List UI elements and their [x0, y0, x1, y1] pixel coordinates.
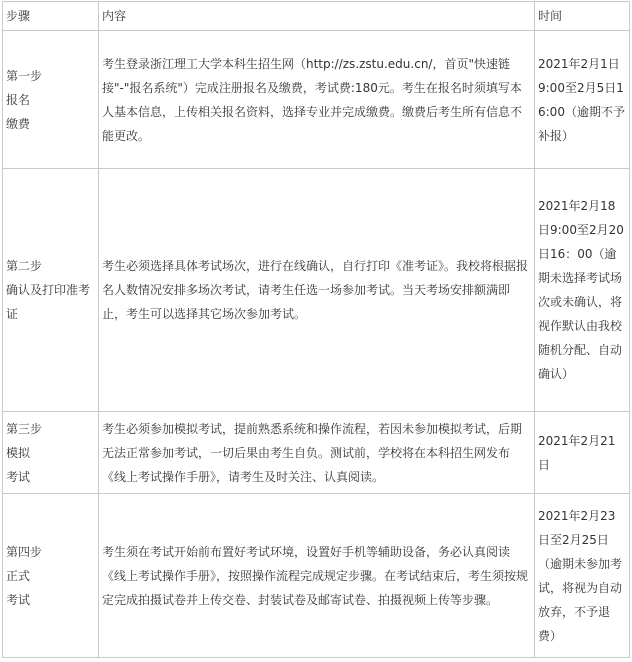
content-cell: 考生必须参加模拟考试，提前熟悉系统和操作流程，若因未参加模拟考试，后期无法正常参加考试，一切后果由考生自负。测试前，学校将在本科招生网发布《线上考试操作手册》，请考生及时关注、认真阅读。	[99, 412, 535, 494]
table-row	[3, 412, 630, 494]
table-row	[3, 31, 630, 169]
time-cell: 2021年2月21日	[535, 412, 630, 494]
step-cell: 第三步 模拟 考试	[3, 412, 99, 494]
table-header-row	[3, 2, 630, 31]
time-cell: 2021年2月1日9:00至2月5日16:00（逾期不予补报）	[535, 31, 630, 169]
header-step: 步骤	[3, 2, 99, 31]
header-time: 时间	[535, 2, 630, 31]
content-cell: 考生须在考试开始前布置好考试环境，设置好手机等辅助设备，务必认真阅读《线上考试操作手册》，按照操作流程完成规定步骤。在考试结束后，考生须按规定完成拍摄试卷并上传交卷、封装试卷及邮寄试卷、拍摄视频上传等步骤。	[99, 494, 535, 658]
content-cell: 考生必须选择具体考试场次，进行在线确认，自行打印《准考证》。我校将根据报名人数情况安排多场次考试，请考生任选一场参加考试。当天考场安排额满即止，考生可以选择其它场次参加考试。	[99, 169, 535, 412]
time-cell: 2021年2月18日9:00至2月20日16：00（逾期未选择考试场次或未确认，将视作默认由我校随机分配、自动确认）	[535, 169, 630, 412]
table-row	[3, 169, 630, 412]
step-cell: 第四步 正式 考试	[3, 494, 99, 658]
step-cell: 第二步 确认及打印准考证	[3, 169, 99, 412]
content-cell: 考生登录浙江理工大学本科生招生网（http://zs.zstu.edu.cn/，首页"快速链接"-"报名系统"）完成注册报名及缴费，考试费:180元。考生在报名时须填写本人基本信息，上传相关报名资料，选择专业并完成缴费。缴费后考生所有信息不能更改。	[99, 31, 535, 169]
step-cell: 第一步 报名 缴费	[3, 31, 99, 169]
table-row	[3, 494, 630, 658]
header-content: 内容	[99, 2, 535, 31]
time-cell: 2021年2月23日至2月25日（逾期未参加考试，将视为自动放弃，不予退费）	[535, 494, 630, 658]
schedule-table	[2, 1, 630, 658]
